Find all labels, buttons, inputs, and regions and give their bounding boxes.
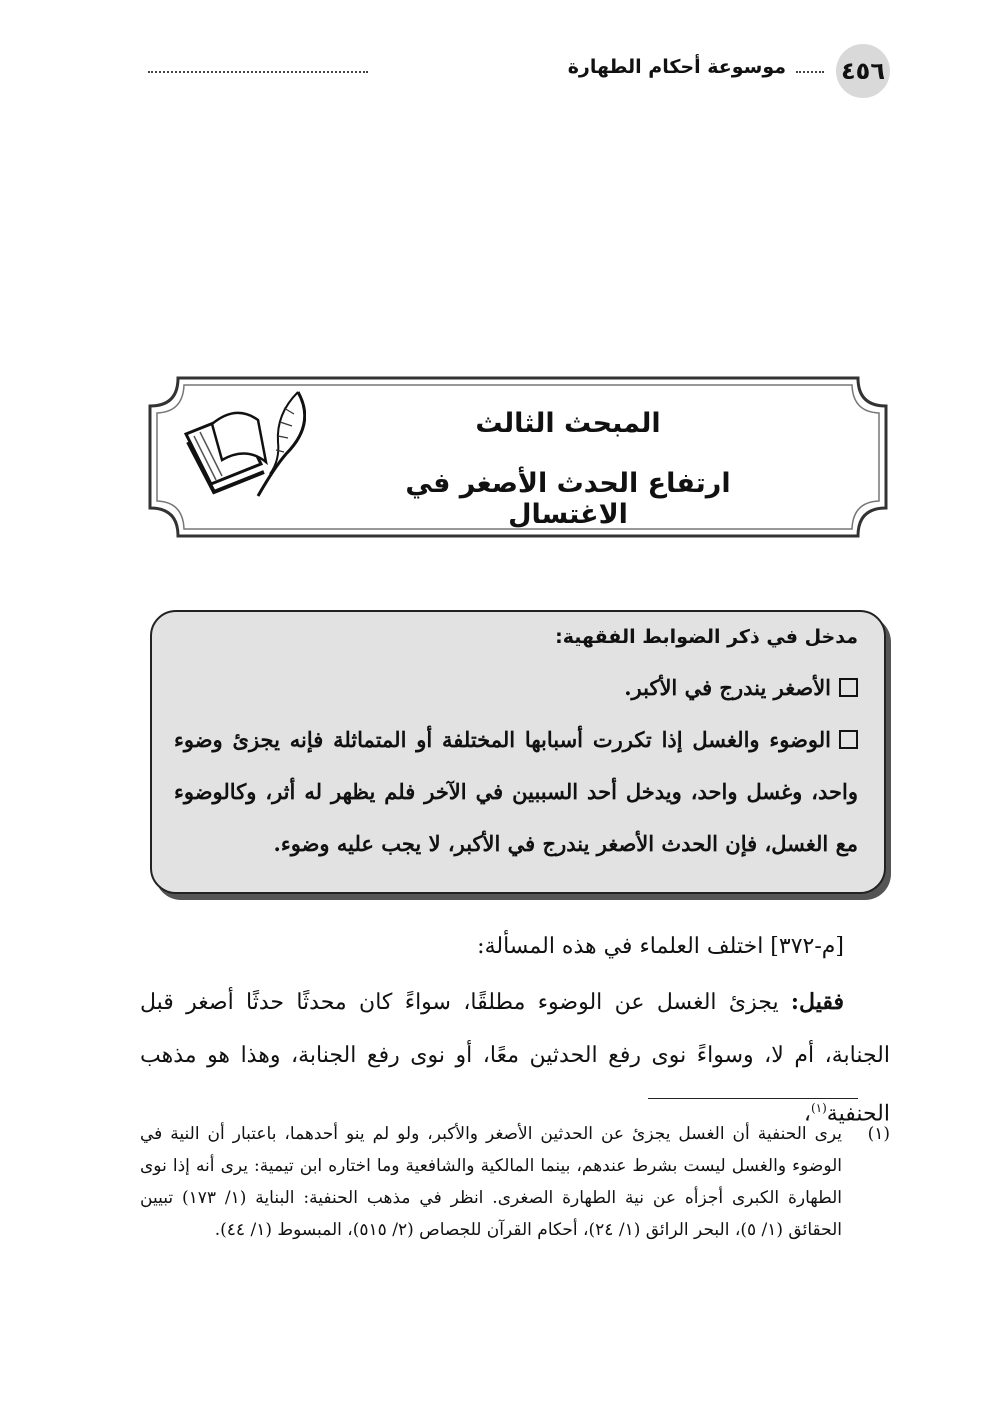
header-dotted-leader-right <box>796 71 824 73</box>
section-title: ارتفاع الحدث الأصغر في الاغتسال <box>405 468 731 530</box>
issue-line: [م-٣٧٢] اختلف العلماء في هذه المسألة: <box>477 934 844 959</box>
header-dotted-leader-left <box>148 71 368 73</box>
rule-item: الوضوء والغسل إذا تكررت أسبابها المختلفة أو المتماثلة فإنه يجزئ وضوء واحد، وغسل واحد، ويدخل أحد السببين في الآخر فلم يظهر له أثر، وكالوضوء مع الغسل، فإن الحدث الأصغر يندرج في الأكبر، لا يجب عليه وضوء. <box>174 727 858 856</box>
footnote-number: (١) <box>867 1124 890 1144</box>
section-banner <box>148 376 888 538</box>
section-heading: المبحث الثالث <box>475 408 661 439</box>
book-quill-icon <box>166 384 306 508</box>
paragraph-lead: فقيل: <box>790 989 844 1015</box>
checkbox-bullet-icon <box>839 730 858 749</box>
paragraph-trailing: ، <box>803 1101 811 1127</box>
body-paragraph <box>140 976 890 1140</box>
rules-box <box>150 610 886 894</box>
page-number: ٤٥٦ <box>836 44 890 98</box>
rules-heading: مدخل في ذكر الضوابط الفقهية: <box>555 626 858 648</box>
footnote-separator <box>648 1098 858 1099</box>
footnote-reference[interactable]: (١) <box>810 1101 827 1115</box>
rule-item: الأصغر يندرج في الأكبر. <box>174 662 858 714</box>
paragraph-text: يجزئ الغسل عن الوضوء مطلقًا، سواءً كان محدثًا حدثًا أصغر قبل الجنابة، أم لا، وسواءً نوى رفع الحدثين معًا، أو نوى رفع الجنابة، وهذا هو مذهب الحنفية <box>140 990 890 1127</box>
footnote <box>140 1118 890 1246</box>
checkbox-bullet-icon <box>839 678 858 697</box>
footnote-text: يرى الحنفية أن الغسل يجزئ عن الحدثين الأصغر والأكبر، ولو لم ينو أحدهما، باعتبار أن النية في الوضوء والغسل ليست بشرط عندهم، بينما المالكية والشافعية وما اختاره ابن تيمية: يرى أنه إذا نوى الطهارة الكبرى أجزأه عن نية الطهارة الصغرى. انظر في مذهب الحنفية: البناية (١/ ١٧٣) تبيين الحقائق (١/ ٥)، البحر الرائق (١/ ٢٤)، أحكام القرآن للجصاص (٢/ ٥١٥)، المبسوط (١/ ٤٤). <box>140 1124 843 1240</box>
running-title: موسوعة أحكام الطهارة <box>567 56 786 78</box>
page-header <box>140 44 890 100</box>
